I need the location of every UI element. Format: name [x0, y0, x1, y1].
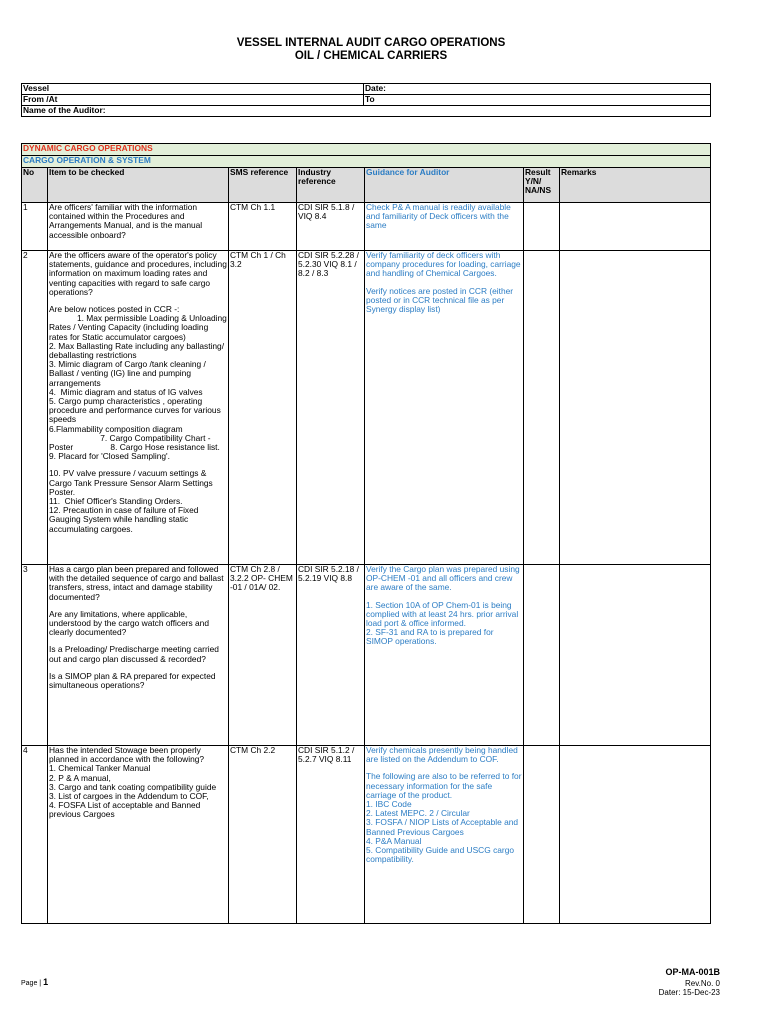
cell-line: 1. Max permissible Loading & Unloading Rates / Venting Capacity (including loading rates for Static accumulator cargoes) [49, 313, 230, 342]
vessel-field[interactable]: Vessel [22, 84, 364, 95]
cell-line: Is a Preloading/ Predischarge meeting carried out and cargo plan discussed & recorded? [49, 644, 222, 664]
section-subheading: CARGO OPERATION & SYSTEM [22, 156, 711, 168]
page-label: Page [21, 980, 38, 987]
cell-line: Has the intended Stowage been properly planned in accordance with the following? [49, 745, 205, 765]
revision-number: Rev.No. 0 [685, 979, 720, 988]
row-result-cell[interactable] [524, 203, 560, 251]
cell-line: 4. Mimic diagram and status of IG valves [49, 386, 203, 397]
cell-line: Are any limitations, where applicable, understood by the cargo watch officers and clearly documented? [49, 608, 212, 638]
row-result-cell[interactable] [524, 251, 560, 565]
row-no: 1 [22, 203, 48, 251]
page-subtitle: OIL / CHEMICAL CARRIERS [294, 50, 448, 62]
row-result-cell[interactable] [524, 565, 560, 746]
cell-line: 5. Cargo pump characteristics , operating procedure and performance curves for various speeds [49, 396, 224, 425]
table-row [22, 251, 711, 565]
row-item [48, 565, 229, 746]
page-number-value: 1 [43, 977, 49, 987]
cell-line: Verify notices are posted in CCR (either posted or in CCR technical file as per Synergy display list) [366, 285, 516, 315]
col-header-item: Item to be checked [48, 168, 229, 203]
audit-info-table [21, 83, 711, 117]
row-remarks-cell[interactable] [560, 203, 711, 251]
row-sms-ref: CTM Ch 1 / Ch 3.2 [229, 251, 297, 565]
section-heading: DYNAMIC CARGO OPERATIONS [22, 144, 711, 156]
cell-line: Verify the Cargo plan was prepared using OP-CHEM -01 and all officers and crew are aware of the same. [366, 564, 522, 593]
cell-line: 10. PV valve pressure / vacuum settings & Cargo Tank Pressure Sensor Alarm Settings Poster. [49, 468, 216, 497]
from-at-field[interactable]: From /At [22, 95, 364, 106]
cell-line: 1. Chemical Tanker Manual [49, 763, 151, 774]
cell-line: 3. List of cargoes in the Addendum to COF, [49, 791, 209, 802]
cell-line: Has a cargo plan been prepared and followed with the detailed sequence of cargo and ballast transfers, stress, intact and damage stability documented? [49, 564, 226, 602]
row-remarks-cell[interactable] [560, 746, 711, 924]
cell-line: 2. Latest MEPC. 2 / Circular [366, 808, 470, 819]
row-item [48, 203, 229, 251]
cell-line: Are below notices posted in CCR -: [49, 304, 180, 315]
cell-line: Check P& A manual is readily available and familiarity of Deck officers with the same [366, 202, 514, 231]
cell-line: Are officers' familiar with the information contained within the Procedures and Arrangements Manual, and is the manual accessible onboard? [49, 202, 205, 240]
cell-line: 2. Max Ballasting Rate including any ballasting/ deballasting restrictions [49, 340, 227, 361]
cell-line: 3. FOSFA / NIOP Lists of Acceptable and Banned Previous Cargoes [366, 817, 521, 837]
cell-line: 11. Chief Officer's Standing Orders. [49, 496, 183, 507]
audit-checklist-table [21, 143, 711, 924]
cell-line: 1. IBC Code [366, 799, 412, 810]
row-guidance [365, 203, 524, 251]
col-header-industry: Industry reference [297, 168, 365, 203]
cell-line: 12. Precaution in case of failure of Fixed Gauging System while handling static accumulating cargoes. [49, 505, 201, 534]
row-remarks-cell[interactable] [560, 251, 711, 565]
col-header-remarks: Remarks [560, 168, 711, 203]
cell-line: Verify familiarity of deck officers with company procedures for loading, carriage and handling of Chemical Cargoes. [366, 250, 523, 279]
date-field[interactable]: Date: [364, 84, 711, 95]
document-code: OP-MA-001B [665, 967, 720, 977]
row-no: 3 [22, 565, 48, 746]
cell-line: 1. Section 10A of OP Chem-01 is being complied with at least 24 hrs. prior arrival load port & office informed. [366, 599, 521, 629]
col-header-result: Result Y/N/ NA/NS [524, 168, 560, 203]
row-item [48, 746, 229, 924]
row-industry-ref: CDI SIR 5.1.8 / VIQ 8.4 [297, 203, 365, 251]
cell-line: 5. Compatibility Guide and USCG cargo compatibility. [366, 845, 517, 865]
table-row [22, 203, 711, 251]
row-remarks-cell[interactable] [560, 565, 711, 746]
col-header-no: No [22, 168, 48, 203]
row-sms-ref: CTM Ch 2.2 [229, 746, 297, 924]
cell-line: Is a SIMOP plan & RA prepared for expected simultaneous operations? [49, 670, 218, 691]
row-no: 2 [22, 251, 48, 565]
row-industry-ref: CDI SIR 5.2.28 / 5.2.30 VIQ 8.1 / 8.2 / 8.3 [297, 251, 365, 565]
row-industry-ref: CDI SIR 5.2.18 / 5.2.19 VIQ 8.8 [297, 565, 365, 746]
row-guidance [365, 565, 524, 746]
cell-line: 3. Cargo and tank coating compatibility guide [49, 781, 217, 792]
cell-line: 4. P&A Manual [366, 835, 422, 846]
row-no: 4 [22, 746, 48, 924]
revision-date: Dater: 15-Dec-23 [658, 988, 720, 997]
table-row [22, 746, 711, 924]
row-industry-ref: CDI SIR 5.1.2 / 5.2.7 VIQ 8.11 [297, 746, 365, 924]
auditor-name-field[interactable]: Name of the Auditor: [22, 106, 711, 117]
table-header-row [22, 168, 711, 203]
row-guidance [365, 746, 524, 924]
cell-line: 7. Cargo Compatibility Chart - Poster 8. Cargo Hose resistance list. 9. Placard for 'Closed Sampling'. [49, 432, 288, 462]
col-header-sms: SMS reference [229, 168, 297, 203]
col-header-guidance: Guidance for Auditor [365, 168, 524, 203]
cell-line: 6.Flammability composition diagram [49, 423, 183, 434]
page-title: VESSEL INTERNAL AUDIT CARGO OPERATIONS [236, 37, 506, 49]
cell-line: The following are also to be referred to for necessary information for the safe carriage of the product. [366, 771, 524, 800]
cell-line: 2. SF-31 and RA to is prepared for SIMOP operations. [366, 627, 496, 647]
page-number: Page | 1 [21, 977, 49, 987]
cell-line: 3. Mimic diagram of Cargo /tank cleaning / Ballast / venting (IG) line and pumping arrangements [49, 359, 209, 388]
cell-line: Verify chemicals presently being handled are listed on the Addendum to COF. [366, 745, 521, 765]
table-row [22, 565, 711, 746]
cell-line: 4. FOSFA List of acceptable and Banned previous Cargoes [49, 800, 203, 820]
row-sms-ref: CTM Ch 1.1 [229, 203, 297, 251]
row-result-cell[interactable] [524, 746, 560, 924]
row-guidance [365, 251, 524, 565]
cell-line: 2. P & A manual, [49, 772, 111, 783]
row-sms-ref: CTM Ch 2.8 / 3.2.2 OP- CHEM -01 / 01A/ 02. [229, 565, 297, 746]
to-field[interactable]: To [364, 95, 711, 106]
cell-line: Are the officers aware of the operator's policy statements, guidance and procedures, including information on maximum loading rates and venting capacities with regard to safe cargo operations? [49, 250, 230, 297]
